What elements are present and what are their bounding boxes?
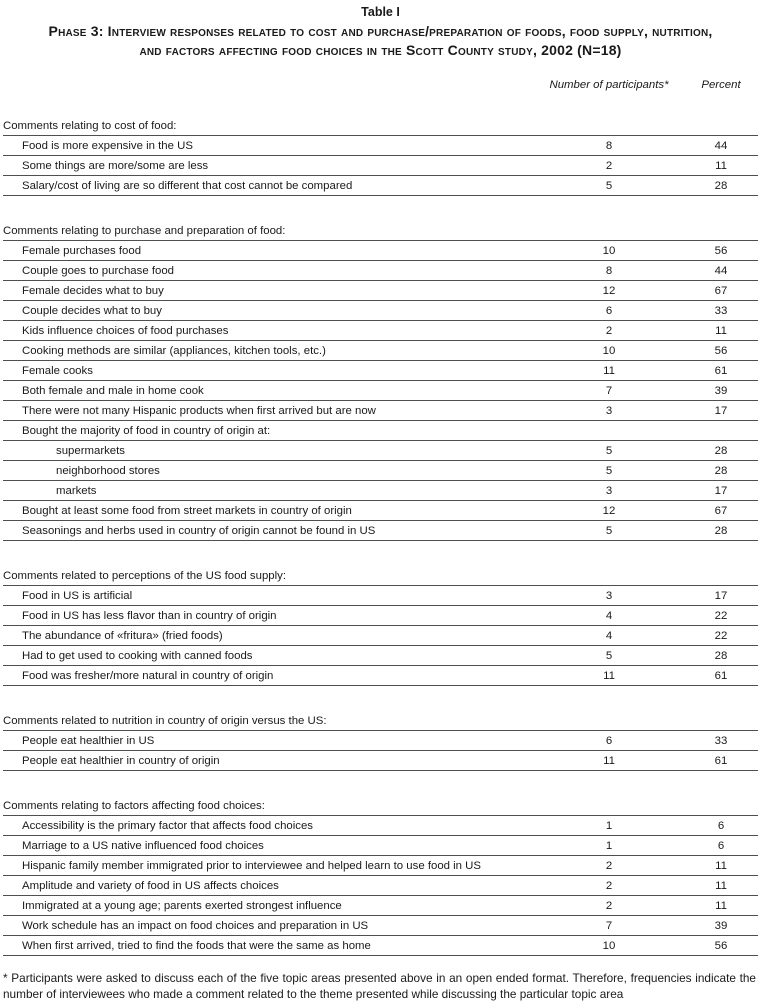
- section-header-label: Comments related to perceptions of the US food supply:: [3, 569, 287, 582]
- row-participants-value: 7: [605, 384, 613, 397]
- section-header-row: [3, 221, 758, 241]
- row-label: Food in US is artificial: [22, 589, 133, 602]
- table-row: [3, 421, 758, 441]
- row-label: Food was fresher/more natural in country of origin: [22, 669, 274, 682]
- row-label: Salary/cost of living are so different that cost cannot be compared: [22, 179, 353, 192]
- table-row: [3, 461, 758, 481]
- row-label: Seasonings and herbs used in country of origin cannot be found in US: [22, 524, 376, 537]
- row-participants-value: 2: [605, 324, 613, 337]
- table-row: [3, 521, 758, 541]
- table-row: [3, 856, 758, 876]
- row-percent-value: 61: [714, 364, 728, 377]
- row-participants-value: 5: [605, 179, 613, 192]
- section-header-label: Comments relating to cost of food:: [3, 119, 177, 132]
- row-participants-value: 8: [605, 264, 613, 277]
- table-footnote: * Participants were asked to discuss each of the five topic areas presented above in an open ended format. Therefore, frequencies indicate the number of interviewees who made a comment related to the theme presented while discussing the particular topic area: [3, 971, 756, 1001]
- table-row: [3, 341, 758, 361]
- table-row: [3, 241, 758, 261]
- row-participants-value: 11: [603, 364, 615, 377]
- row-label: People eat healthier in US: [22, 734, 155, 747]
- row-participants-value: 10: [602, 939, 616, 952]
- row-label: People eat healthier in country of origin: [22, 754, 220, 767]
- table-row: [3, 481, 758, 501]
- table-row: [3, 441, 758, 461]
- table-row: [3, 401, 758, 421]
- row-percent-value: 28: [714, 444, 728, 457]
- section-header-label: Comments relating to factors affecting food choices:: [3, 799, 265, 812]
- row-label: Marriage to a US native influenced food choices: [22, 839, 264, 852]
- table-row: [3, 136, 758, 156]
- row-participants-value: 1: [605, 839, 613, 852]
- table-row: [3, 916, 758, 936]
- row-label: Couple goes to purchase food: [22, 264, 174, 277]
- row-percent-value: 39: [714, 919, 728, 932]
- row-participants-value: 2: [605, 159, 613, 172]
- table-row: [3, 626, 758, 646]
- section-header-label: Comments relating to purchase and preparation of food:: [3, 224, 286, 237]
- row-percent-value: 28: [714, 649, 728, 662]
- table-body: [3, 116, 758, 956]
- row-participants-value: 8: [605, 139, 613, 152]
- row-participants-value: 3: [605, 404, 613, 417]
- table-row: [3, 816, 758, 836]
- row-percent-value: 44: [714, 139, 728, 152]
- row-percent-value: 56: [714, 344, 728, 357]
- row-percent-value: 56: [714, 939, 728, 952]
- row-label: Female decides what to buy: [22, 284, 164, 297]
- table-row: [3, 936, 758, 956]
- row-percent-value: 17: [714, 589, 728, 602]
- row-participants-value: 6: [605, 304, 613, 317]
- row-percent-value: 61: [714, 669, 728, 682]
- row-participants-value: 12: [602, 504, 616, 517]
- row-participants-value: 10: [602, 344, 616, 357]
- row-percent-value: 33: [714, 304, 728, 317]
- row-label: Bought the majority of food in country of origin at:: [22, 424, 271, 437]
- row-label: Both female and male in home cook: [22, 384, 204, 397]
- table-row: [3, 836, 758, 856]
- row-label: Amplitude and variety of food in US affects choices: [22, 879, 279, 892]
- section-header-row: [3, 796, 758, 816]
- row-participants-value: 11: [603, 669, 615, 682]
- section-header-label: Comments related to nutrition in country of origin versus the US:: [3, 714, 327, 727]
- row-label: neighborhood stores: [56, 464, 160, 477]
- row-label: Female purchases food: [22, 244, 142, 257]
- table-row: [3, 261, 758, 281]
- row-percent-value: 28: [714, 464, 728, 477]
- table-row: [3, 896, 758, 916]
- column-headers-row: [3, 73, 758, 91]
- row-percent-value: 28: [714, 179, 728, 192]
- row-label: supermarkets: [56, 444, 126, 457]
- row-label: Food is more expensive in the US: [22, 139, 193, 152]
- row-participants-value: 12: [602, 284, 616, 297]
- row-label: When first arrived, tried to find the foods that were the same as home: [22, 939, 371, 952]
- row-label: There were not many Hispanic products when first arrived but are now: [22, 404, 376, 417]
- table-row: [3, 606, 758, 626]
- row-participants-value: 2: [605, 859, 613, 872]
- table-row: [3, 501, 758, 521]
- section-header-row: [3, 566, 758, 586]
- table-row: [3, 156, 758, 176]
- row-participants-value: 10: [602, 244, 616, 257]
- column-header-percent: Percent: [701, 79, 741, 91]
- table-row: [3, 176, 758, 196]
- row-participants-value: 3: [605, 484, 613, 497]
- table-number-title: Table I: [361, 5, 400, 19]
- row-participants-value: 7: [605, 919, 613, 932]
- row-percent-value: 67: [714, 284, 728, 297]
- row-label: Some things are more/some are less: [22, 159, 209, 172]
- table-row: [3, 731, 758, 751]
- row-percent-value: 28: [714, 524, 728, 537]
- table-row: [3, 361, 758, 381]
- row-percent-value: 33: [714, 734, 728, 747]
- row-label: Immigrated at a young age; parents exerted strongest influence: [22, 899, 342, 912]
- row-percent-value: 44: [714, 264, 728, 277]
- row-participants-value: 5: [605, 464, 613, 477]
- table-row: [3, 751, 758, 771]
- row-participants-value: 11: [603, 754, 615, 767]
- row-participants-value: 1: [605, 819, 613, 832]
- table-row: [3, 876, 758, 896]
- row-percent-value: 11: [715, 879, 727, 892]
- row-label: Food in US has less flavor than in country of origin: [22, 609, 277, 622]
- table-row: [3, 381, 758, 401]
- row-percent-value: 11: [715, 859, 727, 872]
- row-label: The abundance of «fritura» (fried foods): [22, 629, 223, 642]
- row-percent-value: 11: [715, 159, 727, 172]
- row-participants-value: 4: [605, 609, 613, 622]
- row-label: Female cooks: [22, 364, 93, 377]
- row-percent-value: 17: [714, 484, 728, 497]
- table-row: [3, 321, 758, 341]
- row-percent-value: 11: [715, 899, 727, 912]
- row-percent-value: 39: [714, 384, 728, 397]
- row-participants-value: 5: [605, 524, 613, 537]
- row-percent-value: 22: [714, 629, 728, 642]
- table-row: [3, 646, 758, 666]
- section-header-row: [3, 116, 758, 136]
- row-label: Accessibility is the primary factor that affects food choices: [22, 819, 314, 832]
- row-percent-value: 6: [717, 819, 725, 832]
- table-caption: Phase 3: Interview responses related to cost and purchase/preparation of foods, food supply, nutrition, and factors affecting food choices in the Scott County study, 2002 (N=18): [48, 23, 713, 58]
- row-participants-value: 2: [605, 879, 613, 892]
- row-label: Work schedule has an impact on food choices and preparation in US: [22, 919, 369, 932]
- row-label: Couple decides what to buy: [22, 304, 162, 317]
- row-participants-value: 4: [605, 629, 613, 642]
- row-participants-value: 5: [605, 649, 613, 662]
- row-percent-value: 56: [714, 244, 728, 257]
- row-participants-value: 5: [605, 444, 613, 457]
- row-label: Kids influence choices of food purchases: [22, 324, 229, 337]
- row-participants-value: 6: [605, 734, 613, 747]
- table-row: [3, 586, 758, 606]
- section-header-row: [3, 711, 758, 731]
- row-percent-value: 67: [714, 504, 728, 517]
- row-percent-value: 6: [717, 839, 725, 852]
- table-row: [3, 301, 758, 321]
- row-percent-value: 11: [715, 324, 727, 337]
- table-row: [3, 281, 758, 301]
- row-participants-value: 3: [605, 589, 613, 602]
- table-row: [3, 666, 758, 686]
- row-label: markets: [56, 484, 97, 497]
- row-percent-value: 22: [714, 609, 728, 622]
- row-label: Bought at least some food from street markets in country of origin: [22, 504, 352, 517]
- column-header-participants: Number of participants*: [549, 79, 669, 91]
- row-percent-value: 61: [714, 754, 728, 767]
- row-label: Hispanic family member immigrated prior to interviewee and helped learn to use food in US: [22, 859, 482, 872]
- row-percent-value: 17: [714, 404, 728, 417]
- row-participants-value: 2: [605, 899, 613, 912]
- row-label: Cooking methods are similar (appliances, kitchen tools, etc.): [22, 344, 326, 357]
- row-label: Had to get used to cooking with canned foods: [22, 649, 253, 662]
